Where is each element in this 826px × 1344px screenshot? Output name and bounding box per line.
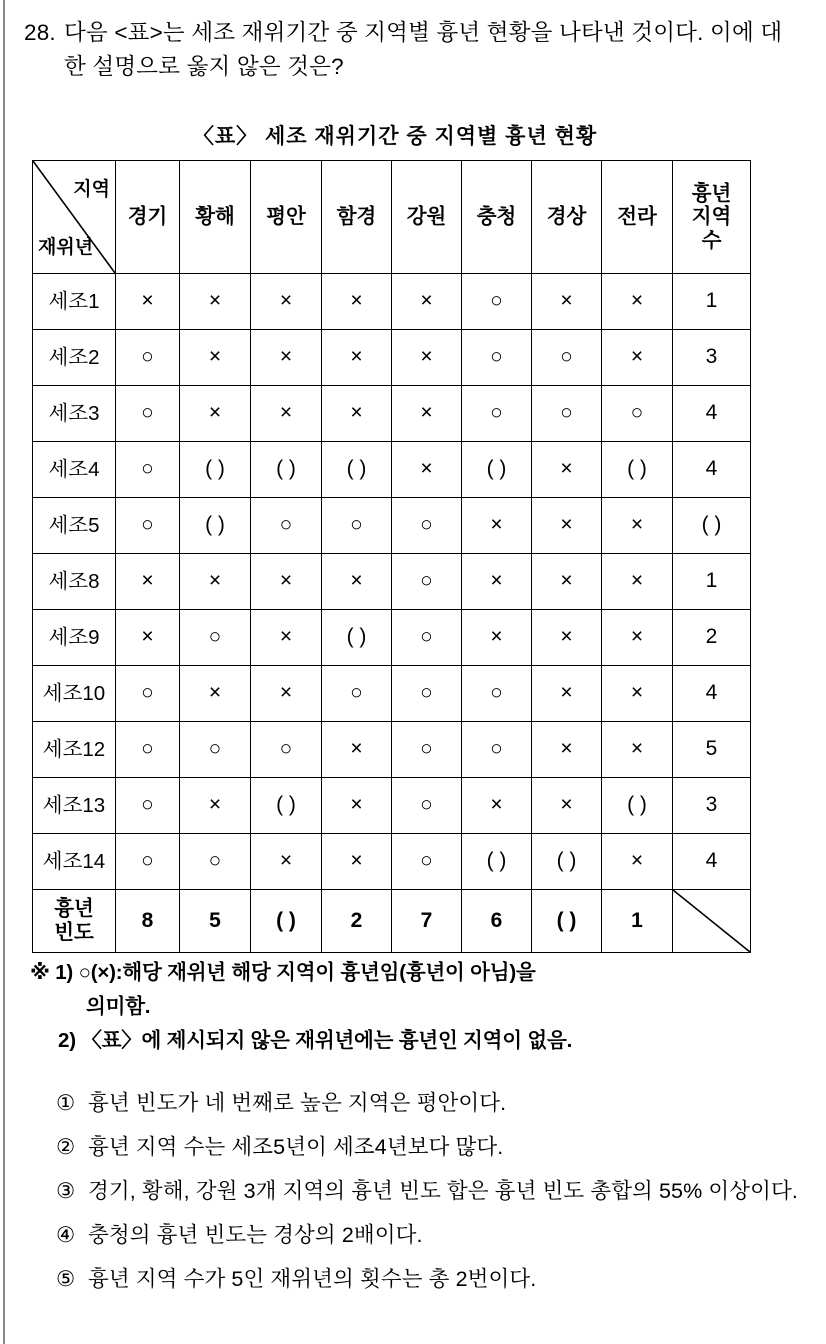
column-header-famine-region-count bbox=[673, 161, 751, 274]
cell-9-hwanghae: × bbox=[180, 778, 251, 834]
question-text: 다음 <표>는 세조 재위기간 중 지역별 흉년 현황을 나타낸 것이다. 이에 대한 설명으로 옳지 않은 것은? bbox=[64, 20, 783, 79]
cell-9-pyeongan: ( ) bbox=[251, 778, 322, 834]
total-label-line1: 흉년 bbox=[54, 897, 94, 921]
cell-4-hamgyeong: ○ bbox=[322, 498, 392, 554]
famine-count-7: 4 bbox=[673, 666, 751, 722]
famine-count-0: 1 bbox=[673, 274, 751, 330]
famine-count-6: 2 bbox=[673, 610, 751, 666]
cell-7-hamgyeong: ○ bbox=[322, 666, 392, 722]
cell-10-gangwon: ○ bbox=[392, 834, 462, 890]
famine-count-5: 1 bbox=[673, 554, 751, 610]
cell-6-chungcheong: × bbox=[462, 610, 532, 666]
table-row bbox=[33, 498, 751, 554]
row-header-6: 세조9 bbox=[33, 610, 116, 666]
table-row bbox=[33, 386, 751, 442]
note-2-text: 〈표〉에 제시되지 않은 재위년에는 흉년인 지역이 없음. bbox=[81, 1029, 573, 1052]
cell-4-gangwon: ○ bbox=[392, 498, 462, 554]
cell-1-gyeongsang: ○ bbox=[532, 330, 602, 386]
cell-1-pyeongan: × bbox=[251, 330, 322, 386]
famine-count-8: 5 bbox=[673, 722, 751, 778]
table-row bbox=[33, 722, 751, 778]
total-label-line2: 빈도 bbox=[54, 921, 94, 944]
table-notes bbox=[30, 958, 800, 1060]
cell-0-gangwon: × bbox=[392, 274, 462, 330]
cell-1-gangwon: × bbox=[392, 330, 462, 386]
famine-count-header-line2: 지역 bbox=[691, 205, 732, 229]
row-header-7: 세조10 bbox=[33, 666, 116, 722]
cell-0-jeolla: × bbox=[602, 274, 673, 330]
total-cell-pyeongan: ( ) bbox=[251, 890, 322, 953]
cell-5-hwanghae: × bbox=[180, 554, 251, 610]
cell-4-chungcheong: × bbox=[462, 498, 532, 554]
cell-2-jeolla: ○ bbox=[602, 386, 673, 442]
cell-8-jeolla: × bbox=[602, 722, 673, 778]
cell-3-gyeongsang: × bbox=[532, 442, 602, 498]
cell-0-hwanghae: × bbox=[180, 274, 251, 330]
cell-4-gyeongsang: × bbox=[532, 498, 602, 554]
table-row bbox=[33, 554, 751, 610]
choice-4-number: ④ bbox=[56, 1223, 76, 1247]
row-header-8: 세조12 bbox=[33, 722, 116, 778]
cell-10-hamgyeong: × bbox=[322, 834, 392, 890]
corner-column-label: 지역 bbox=[73, 179, 110, 200]
choice-5-text: 흉년 지역 수가 5인 재위년의 횟수는 총 2번이다. bbox=[88, 1267, 537, 1291]
total-row-label bbox=[33, 890, 116, 953]
choice-5[interactable] bbox=[56, 1263, 800, 1295]
cell-1-jeolla: × bbox=[602, 330, 673, 386]
famine-count-4: ( ) bbox=[673, 498, 751, 554]
famine-count-3: 4 bbox=[673, 442, 751, 498]
column-header-gyeonggi: 경기 bbox=[116, 161, 180, 274]
row-header-3: 세조4 bbox=[33, 442, 116, 498]
cell-9-gangwon: ○ bbox=[392, 778, 462, 834]
cell-1-hamgyeong: × bbox=[322, 330, 392, 386]
cell-2-pyeongan: × bbox=[251, 386, 322, 442]
cell-3-jeolla: ( ) bbox=[602, 442, 673, 498]
choice-3-text: 경기, 황해, 강원 3개 지역의 흉년 빈도 합은 흉년 빈도 총합의 55% 이상이다. bbox=[88, 1179, 798, 1203]
note-1-line2: 의미함. bbox=[86, 995, 151, 1018]
cell-2-hamgyeong: × bbox=[322, 386, 392, 442]
cell-3-gangwon: × bbox=[392, 442, 462, 498]
corner-row-label: 재위년 bbox=[38, 237, 94, 259]
cell-1-hwanghae: × bbox=[180, 330, 251, 386]
cell-2-gangwon: × bbox=[392, 386, 462, 442]
note-1-line1: ○(×):해당 재위년 해당 지역이 흉년임(흉년이 아님)을 bbox=[78, 961, 536, 984]
cell-5-gyeongsang: × bbox=[532, 554, 602, 610]
cell-9-hamgyeong: × bbox=[322, 778, 392, 834]
cell-0-gyeongsang: × bbox=[532, 274, 602, 330]
cell-9-gyeongsang: × bbox=[532, 778, 602, 834]
famine-table bbox=[32, 160, 751, 953]
cell-7-gangwon: ○ bbox=[392, 666, 462, 722]
total-cell-gyeongsang: ( ) bbox=[532, 890, 602, 953]
choice-4[interactable] bbox=[56, 1219, 800, 1251]
cell-6-gyeonggi: × bbox=[116, 610, 180, 666]
cell-6-gyeongsang: × bbox=[532, 610, 602, 666]
question-stem bbox=[24, 16, 804, 84]
column-header-pyeongan: 평안 bbox=[251, 161, 322, 274]
cell-5-gangwon: ○ bbox=[392, 554, 462, 610]
cell-4-pyeongan: ○ bbox=[251, 498, 322, 554]
cell-7-gyeongsang: × bbox=[532, 666, 602, 722]
choice-1-number: ① bbox=[56, 1091, 76, 1115]
choice-1[interactable] bbox=[56, 1087, 800, 1119]
cell-5-chungcheong: × bbox=[462, 554, 532, 610]
row-header-2: 세조3 bbox=[33, 386, 116, 442]
cell-8-chungcheong: ○ bbox=[462, 722, 532, 778]
cell-3-gyeonggi: ○ bbox=[116, 442, 180, 498]
cell-6-hwanghae: ○ bbox=[180, 610, 251, 666]
row-header-1: 세조2 bbox=[33, 330, 116, 386]
note-symbol: ※ bbox=[30, 961, 50, 984]
table-row bbox=[33, 778, 751, 834]
cell-6-jeolla: × bbox=[602, 610, 673, 666]
cell-5-jeolla: × bbox=[602, 554, 673, 610]
total-cell-hamgyeong: 2 bbox=[322, 890, 392, 953]
cell-7-chungcheong: ○ bbox=[462, 666, 532, 722]
empty-cell-diagonal-line bbox=[673, 890, 750, 952]
cell-2-gyeongsang: ○ bbox=[532, 386, 602, 442]
table-row bbox=[33, 274, 751, 330]
cell-8-gyeonggi: ○ bbox=[116, 722, 180, 778]
famine-count-10: 4 bbox=[673, 834, 751, 890]
cell-0-pyeongan: × bbox=[251, 274, 322, 330]
note-2 bbox=[30, 1026, 800, 1056]
cell-1-gyeonggi: ○ bbox=[116, 330, 180, 386]
choice-3[interactable] bbox=[56, 1175, 800, 1207]
cell-2-hwanghae: × bbox=[180, 386, 251, 442]
column-header-hwanghae: 황해 bbox=[180, 161, 251, 274]
cell-3-chungcheong: ( ) bbox=[462, 442, 532, 498]
table-caption: 〈표〉 세조 재위기간 중 지역별 흉년 현황 bbox=[192, 125, 598, 148]
question-number: 28. bbox=[24, 20, 56, 45]
cell-7-hwanghae: × bbox=[180, 666, 251, 722]
note-1 bbox=[30, 958, 800, 988]
cell-5-gyeonggi: × bbox=[116, 554, 180, 610]
cell-4-hwanghae: ( ) bbox=[180, 498, 251, 554]
cell-7-jeolla: × bbox=[602, 666, 673, 722]
total-row-empty-cell bbox=[673, 890, 751, 953]
cell-9-jeolla: ( ) bbox=[602, 778, 673, 834]
note-1-number: 1) bbox=[55, 961, 74, 984]
cell-1-chungcheong: ○ bbox=[462, 330, 532, 386]
cell-10-jeolla: × bbox=[602, 834, 673, 890]
column-header-hamgyeong: 함경 bbox=[322, 161, 392, 274]
table-row bbox=[33, 610, 751, 666]
cell-3-hamgyeong: ( ) bbox=[322, 442, 392, 498]
cell-2-chungcheong: ○ bbox=[462, 386, 532, 442]
cell-8-hamgyeong: × bbox=[322, 722, 392, 778]
famine-count-2: 4 bbox=[673, 386, 751, 442]
cell-8-pyeongan: ○ bbox=[251, 722, 322, 778]
column-header-jeolla: 전라 bbox=[602, 161, 673, 274]
cell-0-chungcheong: ○ bbox=[462, 274, 532, 330]
note-2-number: 2) bbox=[58, 1029, 76, 1052]
table-row bbox=[33, 330, 751, 386]
row-header-0: 세조1 bbox=[33, 274, 116, 330]
cell-7-gyeonggi: ○ bbox=[116, 666, 180, 722]
choice-4-text: 충청의 흉년 빈도는 경상의 2배이다. bbox=[88, 1223, 423, 1247]
cell-6-gangwon: ○ bbox=[392, 610, 462, 666]
cell-7-pyeongan: × bbox=[251, 666, 322, 722]
cell-8-gyeongsang: × bbox=[532, 722, 602, 778]
cell-6-pyeongan: × bbox=[251, 610, 322, 666]
choice-3-number: ③ bbox=[56, 1179, 76, 1203]
row-header-5: 세조8 bbox=[33, 554, 116, 610]
answer-choices bbox=[56, 1087, 800, 1307]
column-header-gyeongsang: 경상 bbox=[532, 161, 602, 274]
choice-2[interactable] bbox=[56, 1131, 800, 1163]
row-header-4: 세조5 bbox=[33, 498, 116, 554]
column-header-gangwon: 강원 bbox=[392, 161, 462, 274]
cell-0-hamgyeong: × bbox=[322, 274, 392, 330]
table-footer bbox=[33, 890, 751, 953]
cell-8-gangwon: ○ bbox=[392, 722, 462, 778]
cell-10-gyeongsang: ( ) bbox=[532, 834, 602, 890]
cell-5-pyeongan: × bbox=[251, 554, 322, 610]
cell-5-hamgyeong: × bbox=[322, 554, 392, 610]
total-cell-gangwon: 7 bbox=[392, 890, 462, 953]
total-cell-chungcheong: 6 bbox=[462, 890, 532, 953]
cell-6-hamgyeong: ( ) bbox=[322, 610, 392, 666]
table-row bbox=[33, 834, 751, 890]
choice-1-text: 흉년 빈도가 네 번째로 높은 지역은 평안이다. bbox=[88, 1091, 507, 1115]
famine-count-9: 3 bbox=[673, 778, 751, 834]
cell-3-hwanghae: ( ) bbox=[180, 442, 251, 498]
famine-table-wrapper bbox=[32, 160, 750, 953]
cell-2-gyeonggi: ○ bbox=[116, 386, 180, 442]
famine-count-header-line1: 흉년 bbox=[691, 181, 732, 205]
table-row bbox=[33, 442, 751, 498]
cell-4-jeolla: × bbox=[602, 498, 673, 554]
cell-10-gyeonggi: ○ bbox=[116, 834, 180, 890]
table-header-row bbox=[33, 161, 751, 274]
famine-count-1: 3 bbox=[673, 330, 751, 386]
total-cell-jeolla: 1 bbox=[602, 890, 673, 953]
total-row bbox=[33, 890, 751, 953]
total-cell-hwanghae: 5 bbox=[180, 890, 251, 953]
corner-header-cell bbox=[33, 161, 116, 274]
cell-4-gyeonggi: ○ bbox=[116, 498, 180, 554]
total-cell-gyeonggi: 8 bbox=[116, 890, 180, 953]
column-header-chungcheong: 충청 bbox=[462, 161, 532, 274]
choice-5-number: ⑤ bbox=[56, 1267, 76, 1291]
choice-2-number: ② bbox=[56, 1135, 76, 1159]
cell-10-pyeongan: × bbox=[251, 834, 322, 890]
cell-10-hwanghae: ○ bbox=[180, 834, 251, 890]
cell-10-chungcheong: ( ) bbox=[462, 834, 532, 890]
cell-8-hwanghae: ○ bbox=[180, 722, 251, 778]
cell-9-chungcheong: × bbox=[462, 778, 532, 834]
choice-2-text: 흉년 지역 수는 세조5년이 세조4년보다 많다. bbox=[88, 1135, 504, 1159]
famine-count-header-line3: 수 bbox=[701, 228, 722, 252]
cell-0-gyeonggi: × bbox=[116, 274, 180, 330]
table-body bbox=[33, 274, 751, 890]
cell-9-gyeonggi: ○ bbox=[116, 778, 180, 834]
cell-3-pyeongan: ( ) bbox=[251, 442, 322, 498]
table-row bbox=[33, 666, 751, 722]
row-header-10: 세조14 bbox=[33, 834, 116, 890]
row-header-9: 세조13 bbox=[33, 778, 116, 834]
